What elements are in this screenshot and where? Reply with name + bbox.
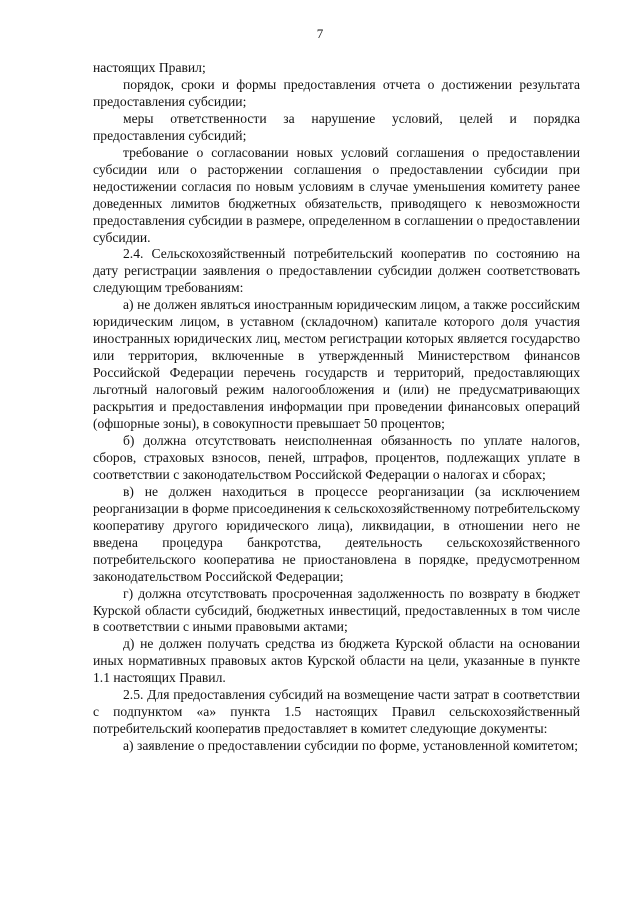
paragraph-item-v: в) не должен находиться в процессе реорганизации (за исключением реорганизации в форме присоединения к сельскохозяйственному потребительскому кооперативу другого юридического лица), ликвидации, в отношении него не введена процедура банкротства, деятельность сельскохозяйственного потребительского кооператива не приостановлена в порядке, предусмотренном законодательством Российской Федерации; <box>93 483 580 584</box>
paragraph: порядок, сроки и формы предоставления отчета о достижении результата предоставления субсидии; <box>93 76 580 109</box>
paragraph-item-a: а) не должен являться иностранным юридическим лицом, а также российским юридическим лицом, в уставном (складочном) капитале которого доля участия иностранных юридических лиц, местом регистрации которых является государство или территория, включенные в утвержденный Министерством финансов Российской Федерации перечень государств и территорий, предоставляющих льготный налоговый режим налогообложения и (или) не предусматривающих раскрытия и предоставления информации при проведении финансовых операций (офшорные зоны), в совокупности превышает 50 процентов; <box>93 297 580 432</box>
paragraph: меры ответственности за нарушение условий, целей и порядка предоставления субсидий; <box>93 110 580 143</box>
page-number: 7 <box>316 26 324 41</box>
paragraph: настоящих Правил; <box>93 60 206 75</box>
paragraph-section-2-5: 2.5. Для предоставления субсидий на возмещение части затрат в соответствии с подпунктом «а» пункта 1.5 настоящих Правил сельскохозяйственный потребительский кооператив предоставляет в комитет следующие документы: <box>93 687 580 737</box>
paragraph-item-a-application: а) заявление о предоставлении субсидии по форме, установленной комитетом; <box>123 738 579 754</box>
paragraph-item-g: г) должна отсутствовать просроченная задолженность по возврату в бюджет Курской области субсидий, бюджетных инвестиций, предоставленных в том числе в соответствии с иными правовыми актами; <box>93 585 580 635</box>
paragraph-section-2-4: 2.4. Сельскохозяйственный потребительский кооператив по состоянию на дату регистрации заявления о предоставлении субсидии должен соответствовать следующим требованиям: <box>93 246 580 296</box>
document-body <box>93 60 580 755</box>
paragraph-item-b: б) должна отсутствовать неисполненная обязанность по уплате налогов, сборов, страховых взносов, пеней, штрафов, процентов, подлежащих уплате в соответствии с законодательством Российской Федерации о налогах и сборах; <box>93 432 580 482</box>
paragraph: требование о согласовании новых условий соглашения о предоставлении субсидии или о расторжении соглашения о предоставлении субсидии при недостижении согласия по новым условиям в случае уменьшения комитету ранее доведенных лимитов бюджетных обязательств, приводящего к невозможности предоставления субсидии в размере, определенном в соглашении о предоставлении субсидии. <box>93 144 580 245</box>
paragraph-item-d: д) не должен получать средства из бюджета Курской области на основании иных нормативных правовых актов Курской области на цели, указанные в пункте 1.1 настоящих Правил. <box>93 636 580 686</box>
